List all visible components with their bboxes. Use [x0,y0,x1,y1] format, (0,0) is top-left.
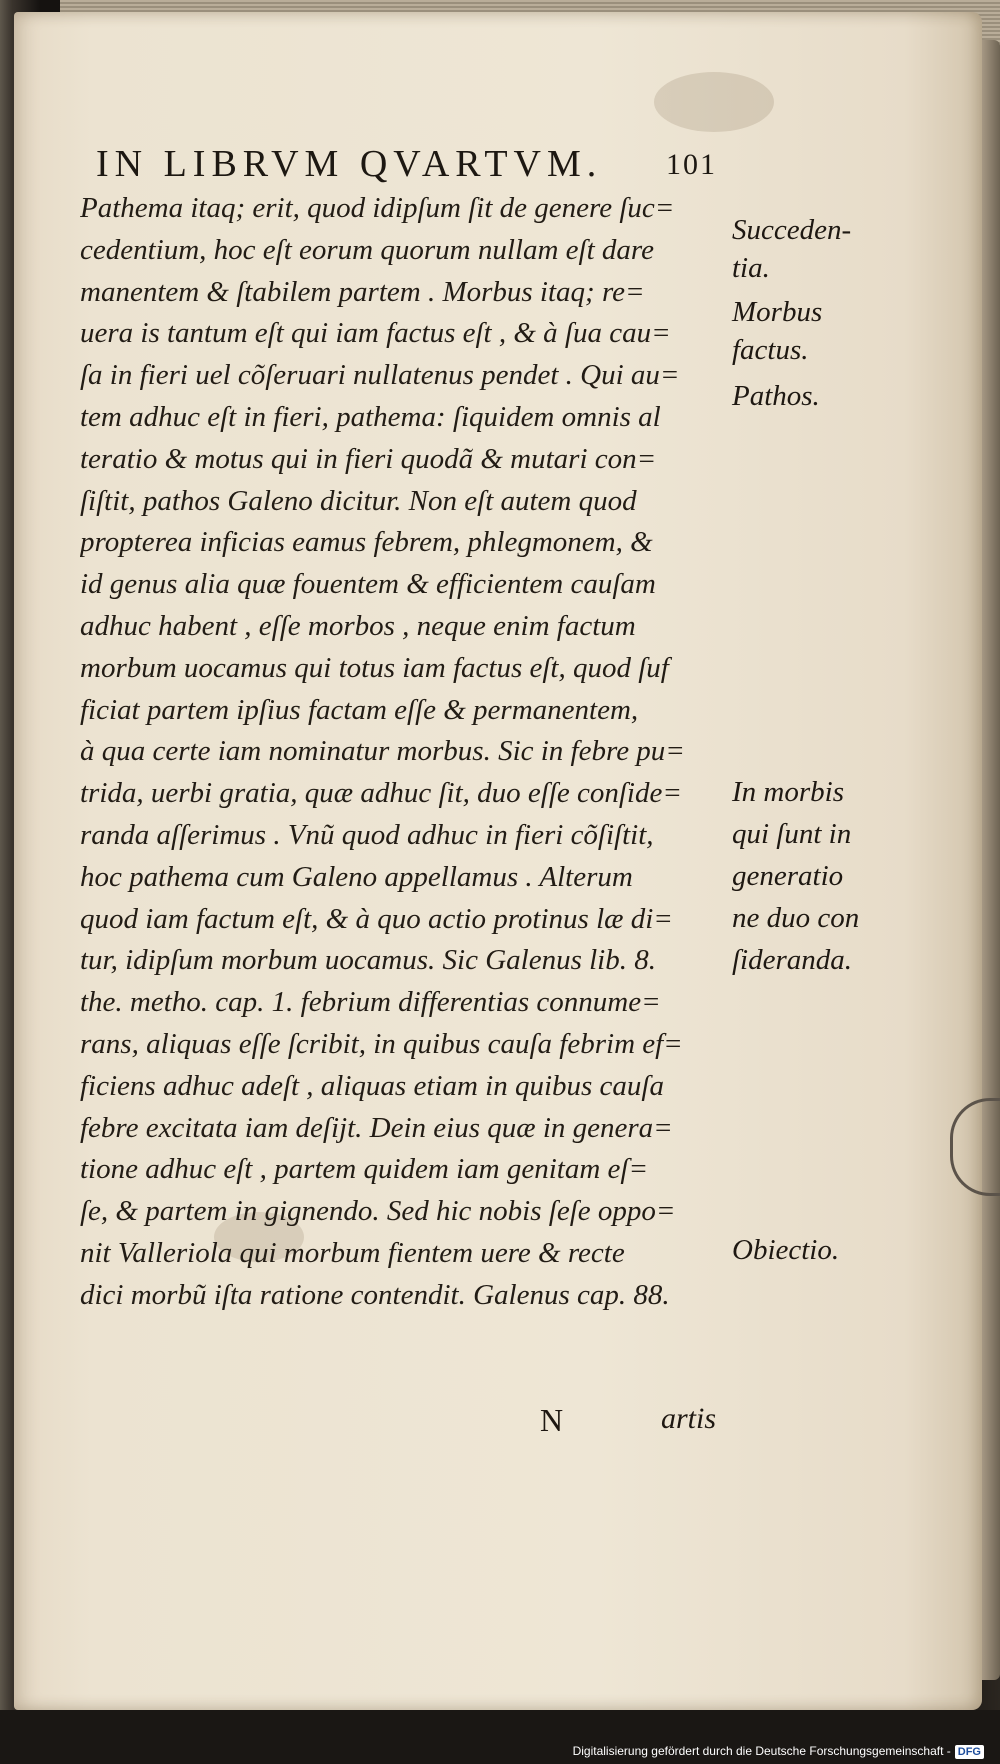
text-line: morbum uocamus qui totus iam factus eſt, quod ſuf [80,651,669,684]
body-text [80,188,740,1317]
text-line: ſa in fieri uel cõſeruari nullatenus pendet . Qui au= [80,359,680,392]
text-line: nit Valleriola qui morbum fientem uere & recte [80,1236,625,1269]
text-line: cedentium, hoc eſt eorum quorum nullam eſt dare [80,233,654,266]
running-head-title: IN LIBRVM QVARTVM. [96,143,603,185]
text-line: rans, aliquas eſſe ſcribit, in quibus cauſa febrim ef= [80,1027,683,1060]
margin-note-line: In morbis [732,776,844,808]
margin-note-line: ſideranda. [732,944,853,976]
footer-credit-text: Digitalisierung gefördert durch die Deutsche Forschungsgemeinschaft - [572,1744,951,1758]
margin-note-line: Pathos. [732,380,820,412]
text-line: id genus alia quæ fouentem & efficientem cauſam [80,568,656,601]
margin-note-line: qui ſunt in [732,818,852,850]
text-line: ficiat partem ipſius factam eſſe & permanentem, [80,693,639,726]
text-line: febre excitata iam deſijt. Dein eius quæ in genera= [80,1111,673,1144]
margin-note-line: factus. [732,334,809,366]
margin-note-line: Obiectio. [732,1234,840,1266]
text-line: quod iam factum eſt, & à quo actio protinus læ di= [80,902,673,935]
dfg-logo: DFG [955,1745,984,1759]
text-line: tem adhuc eſt in fieri, pathema: ſiquidem omnis al [80,400,661,433]
footer-credit [573,1744,984,1759]
text-line: manentem & ſtabilem partem . Morbus itaq; re= [80,275,645,308]
text-line: hoc pathema cum Galeno appellamus . Alterum [80,860,633,893]
text-line: à qua certe iam nominatur morbus. Sic in febre pu= [80,735,685,768]
margin-note-line: tia. [732,252,770,284]
text-line: tur, idipſum morbum uocamus. Sic Galenus lib. 8. [80,944,656,977]
book-page [14,12,982,1710]
margin-note-line: Morbus [732,296,823,328]
text-line: ſe, & partem in gignendo. Sed hic nobis ſeſe oppo= [80,1195,676,1228]
margin-note-line: Succeden- [732,214,852,246]
text-line: ſiſtit, pathos Galeno dicitur. Non eſt autem quod [80,484,637,517]
text-line: trida, uerbi gratia, quæ adhuc ſit, duo eſſe conſide= [80,777,682,810]
text-line: randa aſſerimus . Vnũ quod adhuc in fieri cõſiſtit, [80,818,654,851]
text-line: dici morbũ iſta ratione contendit. Galenus cap. 88. [80,1278,670,1311]
text-line: ficiens adhuc adeſt , aliquas etiam in quibus cauſa [80,1069,664,1102]
running-head [96,130,736,190]
text-line: adhuc habent , eſſe morbos , neque enim factum [80,609,636,642]
margin-note-line: generatio [732,860,844,892]
catchword: artis [661,1402,717,1435]
text-line: propterea inficias eamus febrem, phlegmonem, & [80,526,653,559]
signature-mark: N [540,1402,564,1438]
text-line: tione adhuc eſt , partem quidem iam genitam eſ= [80,1153,649,1186]
text-line: the. metho. cap. 1. febrium differentias connume= [80,986,661,1019]
page-fore-edge [982,40,1000,1680]
text-line: Pathema itaq; erit, quod idipſum ſit de genere ſuc= [80,192,675,224]
margin-notes [732,12,902,1512]
folio-number: 101 [666,148,717,181]
margin-note-line: ne duo con [732,902,860,934]
text-line: uera is tantum eſt qui iam factus eſt , & à ſua cau= [80,317,671,350]
text-line: teratio & motus qui in fieri quodã & mutari con= [80,442,657,475]
